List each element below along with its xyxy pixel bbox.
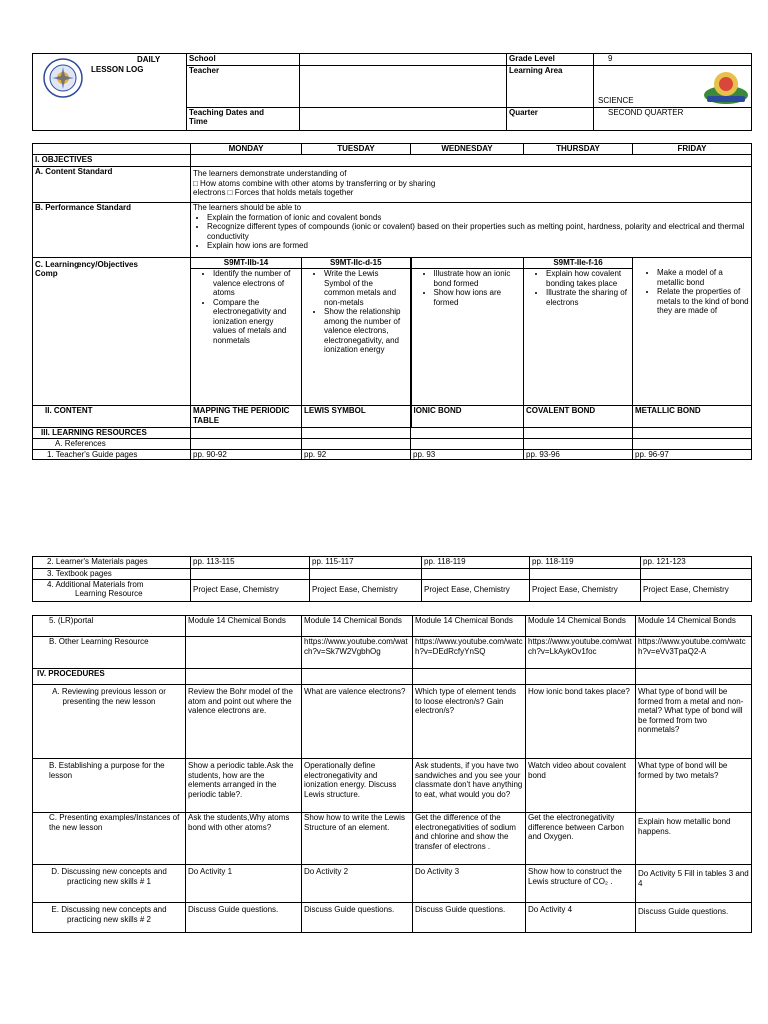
content-standard-line: The learners demonstrate understanding of <box>193 169 347 178</box>
content-friday: METALLIC BOND <box>633 406 752 428</box>
competencies-label-1: C. Learning <box>35 260 80 269</box>
competencies-label-2: Comp <box>35 269 58 278</box>
monday-list <box>191 269 301 345</box>
list-item: • Illustrate the sharing of electrons <box>546 288 628 307</box>
performance-list <box>193 213 749 251</box>
competency-friday <box>633 258 752 406</box>
proc-d-wednesday: Do Activity 3 <box>413 865 526 903</box>
other-thursday[interactable]: https://www.youtube.com/watch?v=LkAykOv1foc <box>526 637 636 669</box>
wednesday-list <box>412 269 524 307</box>
lm-wednesday: pp. 118-119 <box>422 557 530 569</box>
area-cell <box>594 66 752 108</box>
objectives-table <box>32 143 752 460</box>
proc-e-wednesday: Discuss Guide questions. <box>413 903 526 933</box>
tb-label: 3. Textbook pages <box>33 569 191 580</box>
list-item: • Make a model of a metallic bond <box>657 268 749 287</box>
lm-monday: pp. 113-115 <box>191 557 310 569</box>
school-value[interactable] <box>300 54 507 66</box>
proc-b-friday: What type of bond will be formed by two metals? <box>636 759 752 813</box>
day-thursday: THURSDAY <box>524 144 633 155</box>
lr-label: 5. (LR)portal <box>33 616 186 637</box>
list-item: • Show how ions are formed <box>434 288 520 307</box>
list-item: • Explain how covalent bonding takes place <box>546 269 628 288</box>
content-thursday: COVALENT BOND <box>524 406 633 428</box>
code-tuesday: S9MT-IIc-d-15 <box>302 258 410 269</box>
tg-wednesday: pp. 93 <box>411 449 524 460</box>
content-label: II. CONTENT <box>33 406 191 428</box>
am-monday: Project Ease, Chemistry <box>191 579 310 601</box>
dates-label-2: Time <box>189 117 208 127</box>
proc-c-monday: Ask the students,Why atoms bond with other atoms? <box>186 813 302 865</box>
header-table <box>32 53 752 131</box>
competencies-label <box>33 258 191 406</box>
list-item: • Show the relationship among the number of valence electrons, electronegativity, and ionization energy <box>324 307 406 355</box>
proc-e-thursday: Do Activity 4 <box>526 903 636 933</box>
content-standard-label: A. Content Standard <box>33 167 191 203</box>
day-tuesday: TUESDAY <box>302 144 411 155</box>
other-wednesday[interactable]: https://www.youtube.com/watch?v=DEdRcfyYnSQ <box>413 637 526 669</box>
tg-label: 1. Teacher's Guide pages <box>33 449 191 460</box>
grade-value[interactable]: 9 <box>594 54 752 66</box>
proc-d-tuesday: Do Activity 2 <box>302 865 413 903</box>
proc-d-thursday: Show how to construct the Lewis structure of CO₂ . <box>526 865 636 903</box>
school-label: School <box>187 54 300 66</box>
lr-monday: Module 14 Chemical Bonds <box>186 616 302 637</box>
proc-e-friday: Discuss Guide questions. <box>636 903 752 933</box>
am-label <box>33 579 191 601</box>
tg-thursday: pp. 93-96 <box>524 449 633 460</box>
other-friday[interactable]: https://www.youtube.com/watch?v=eVv3TpaQ2-A <box>636 637 752 669</box>
proc-c-friday: Explain how metallic bond happens. <box>636 813 752 865</box>
list-item: • Write the Lewis Symbol of the common metals and non-metals <box>324 269 406 307</box>
content-wednesday: IONIC BOND <box>411 406 524 428</box>
lm-friday: pp. 121-123 <box>641 557 752 569</box>
proc-c-wednesday: Get the difference of the electronegativities of sodium and chlorine and show the transfer of electrons . <box>413 813 526 865</box>
list-item: • Explain the formation of ionic and covalent bonds <box>207 213 749 223</box>
list-item: • Compare the electronegativity and ionization energy values of metals and nonmetals <box>213 298 297 346</box>
competency-monday <box>191 258 302 406</box>
competencies-label-overlap: ency/Objectives <box>77 260 138 269</box>
proc-c-thursday: Get the electronegativity difference between Carbon and Oxygen. <box>526 813 636 865</box>
content-tuesday: LEWIS SYMBOL <box>302 406 411 428</box>
proc-d-label: D. Discussing new concepts and practicing new skills # 1 <box>33 865 186 903</box>
content-standard-line: □ How atoms combine with other atoms by transferring or by sharing <box>193 178 436 188</box>
proc-b-monday: Show a periodic table.Ask the students, how are the elements arranged in the periodic table?. <box>186 759 302 813</box>
performance-standard <box>191 203 752 258</box>
proc-a-friday: What type of bond will be formed from a metal and non-metal? What type of bond will be formed from two nonmetals? <box>636 685 752 759</box>
am-wednesday: Project Ease, Chemistry <box>422 579 530 601</box>
competency-thursday <box>524 258 633 406</box>
proc-d-monday: Do Activity 1 <box>186 865 302 903</box>
tg-tuesday: pp. 92 <box>302 449 411 460</box>
thursday-list <box>524 269 632 307</box>
teacher-label: Teacher <box>187 66 300 108</box>
quarter-value[interactable]: SECOND QUARTER <box>594 107 752 130</box>
proc-b-label: B. Establishing a purpose for the lesson <box>33 759 186 813</box>
proc-a-monday: Review the Bohr model of the atom and point out where the valence electrons are. <box>186 685 302 759</box>
procedures-table <box>32 615 752 933</box>
content-standard-line: electrons □ Forces that holds metals together <box>193 188 354 197</box>
resources-table <box>32 556 752 602</box>
deped-seal-icon <box>43 58 83 98</box>
proc-a-thursday: How ionic bond takes place? <box>526 685 636 759</box>
proc-d-friday: Do Activity 5 Fill in tables 3 and 4 <box>636 865 752 903</box>
resources-heading: III. LEARNING RESOURCES <box>33 428 191 439</box>
lm-thursday: pp. 118-119 <box>530 557 641 569</box>
performance-standard-label: B. Performance Standard <box>33 203 191 258</box>
proc-a-label: A. Reviewing previous lesson or presenting the new lesson <box>33 685 186 759</box>
area-value[interactable]: SCIENCE <box>598 96 634 106</box>
day-monday: MONDAY <box>191 144 302 155</box>
title-cell <box>33 54 187 131</box>
list-item: • Illustrate how an ionic bond formed <box>434 269 520 288</box>
am-tuesday: Project Ease, Chemistry <box>310 579 422 601</box>
tuesday-list <box>302 269 410 355</box>
am-thursday: Project Ease, Chemistry <box>530 579 641 601</box>
dates-value[interactable] <box>300 107 507 130</box>
proc-a-tuesday: What are valence electrons? <box>302 685 413 759</box>
proc-b-wednesday: Ask students, if you have two sandwiches and you see your classmate don't have anything to eat, what would you do? <box>413 759 526 813</box>
content-standard <box>191 167 752 203</box>
other-tuesday[interactable]: https://www.youtube.com/watch?v=Sk7W2VgbhOg <box>302 637 413 669</box>
procedures-heading: IV. PROCEDURES <box>33 669 186 685</box>
proc-e-tuesday: Discuss Guide questions. <box>302 903 413 933</box>
tg-monday: pp. 90-92 <box>191 449 302 460</box>
competency-wednesday <box>411 258 524 406</box>
tg-friday: pp. 96-97 <box>633 449 752 460</box>
objectives-heading: I. OBJECTIVES <box>33 155 191 167</box>
lm-tuesday: pp. 115-117 <box>310 557 422 569</box>
proc-c-label: C. Presenting examples/Instances of the new lesson <box>33 813 186 865</box>
code-thursday: S9MT-IIe-f-16 <box>524 258 632 269</box>
am-label-2: Learning Resource <box>75 589 143 598</box>
lr-tuesday: Module 14 Chemical Bonds <box>302 616 413 637</box>
lr-friday: Module 14 Chemical Bonds <box>636 616 752 637</box>
performance-intro: The learners should be able to <box>193 203 302 212</box>
lr-wednesday: Module 14 Chemical Bonds <box>413 616 526 637</box>
lm-label: 2. Learner's Materials pages <box>33 557 191 569</box>
list-item: • Identify the number of valence electrons of atoms <box>213 269 297 298</box>
teacher-value[interactable] <box>300 66 507 108</box>
other-monday <box>186 637 302 669</box>
lr-thursday: Module 14 Chemical Bonds <box>526 616 636 637</box>
proc-b-thursday: Watch video about covalent bond <box>526 759 636 813</box>
other-label: B. Other Learning Resource <box>33 637 186 669</box>
day-wednesday: WEDNESDAY <box>411 144 524 155</box>
list-item: • Recognize different types of compounds (ionic or covalent) based on their properties such as melting point, hardness, polarity and electrical and thermal conductivity <box>207 222 749 241</box>
friday-list <box>633 268 751 316</box>
dates-label <box>187 107 300 130</box>
title-line2: LESSON LOG <box>91 65 144 74</box>
title-line1: DAILY <box>137 55 161 64</box>
references-label: A. References <box>33 439 191 450</box>
am-friday: Project Ease, Chemistry <box>641 579 752 601</box>
am-label-1: 4. Additional Materials from <box>47 579 144 589</box>
grade-label: Grade Level <box>507 54 594 66</box>
dates-label-1: Teaching Dates and <box>189 107 264 117</box>
proc-e-monday: Discuss Guide questions. <box>186 903 302 933</box>
list-item: • Relate the properties of metals to the kind of bond they are made of <box>657 287 749 316</box>
quarter-label: Quarter <box>507 107 594 130</box>
proc-e-label: E. Discussing new concepts and practicing new skills # 2 <box>33 903 186 933</box>
proc-b-tuesday: Operationally define electronegativity and ionization energy. Discuss Lewis structure. <box>302 759 413 813</box>
area-label: Learning Area <box>507 66 594 108</box>
proc-a-wednesday: Which type of element tends to loose electron/s? Gain electron/s? <box>413 685 526 759</box>
code-monday: S9MT-IIb-14 <box>191 258 301 269</box>
list-item: • Explain how ions are formed <box>207 241 749 251</box>
science-logo-icon <box>703 68 749 106</box>
content-monday: MAPPING THE PERIODIC TABLE <box>191 406 302 428</box>
proc-c-tuesday: Show how to write the Lewis Structure of an element. <box>302 813 413 865</box>
day-friday: FRIDAY <box>633 144 752 155</box>
competency-tuesday <box>302 258 411 406</box>
